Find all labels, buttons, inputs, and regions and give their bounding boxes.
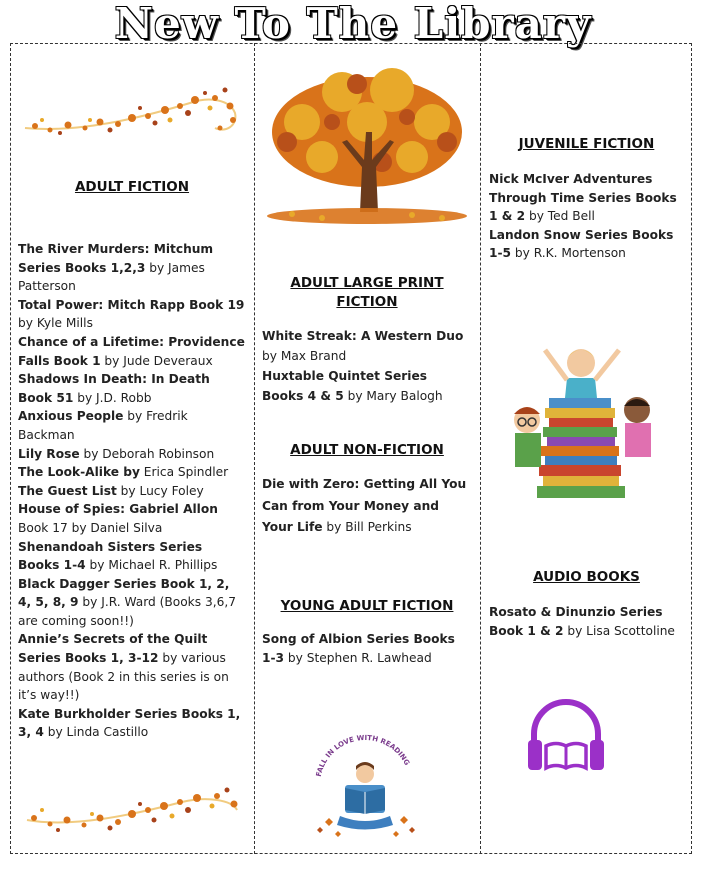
autumn-leaves-swirl-bottom bbox=[22, 780, 247, 845]
book-title: Kate Burkholder Series Books 1, 3, 4 bbox=[18, 706, 241, 740]
book-title: Shadows In Death: In Death Book 51 bbox=[18, 372, 210, 405]
young-adult-list bbox=[262, 630, 472, 667]
book-entry bbox=[262, 630, 472, 667]
book-entry bbox=[18, 445, 246, 464]
juvenile-heading: JUVENILE FICTION bbox=[518, 136, 655, 152]
book-title: Anxious People bbox=[18, 409, 124, 424]
book-title: White Streak: A Western Duo bbox=[262, 329, 464, 343]
juvenile-list bbox=[489, 170, 684, 263]
book-title: The River Murders: Mitchum Series Books 1,2,3 bbox=[18, 242, 214, 275]
book-author: by Stephen R. Lawhead bbox=[284, 650, 432, 665]
book-entry bbox=[262, 474, 472, 539]
adult-large-print-list bbox=[262, 326, 472, 406]
adult-nonfiction-heading: ADULT NON-FICTION bbox=[290, 442, 444, 458]
book-entry bbox=[18, 333, 246, 370]
book-author: by Lucy Foley bbox=[116, 483, 204, 498]
book-author: Book 17 by Daniel Silva bbox=[18, 520, 163, 535]
column-divider-left bbox=[254, 43, 255, 854]
adult-large-print-section bbox=[262, 274, 472, 406]
adult-fiction-heading: ADULT FICTION bbox=[74, 179, 190, 195]
adult-nonfiction-list bbox=[262, 474, 472, 539]
reading-kid-image bbox=[305, 730, 425, 842]
young-adult-section bbox=[262, 597, 472, 667]
book-author: by Lisa Scottoline bbox=[563, 623, 675, 638]
audio-section bbox=[489, 568, 684, 640]
audio-list bbox=[489, 603, 684, 640]
book-author: by R.K. Mortenson bbox=[511, 246, 626, 261]
book-author: by Ted Bell bbox=[525, 209, 595, 224]
book-title: Rosato & Dinunzio Series Book 1 & 2 bbox=[489, 605, 663, 638]
book-title: Total Power: Mitch Rapp Book 19 bbox=[18, 297, 245, 312]
book-author: by Deborah Robinson bbox=[79, 446, 215, 461]
young-adult-heading: YOUNG ADULT FICTION bbox=[280, 598, 454, 614]
book-title: Song of Albion Series Books 1-3 bbox=[262, 632, 455, 665]
page-title: New To The Library bbox=[114, 0, 592, 48]
book-entry bbox=[18, 482, 246, 501]
book-entry bbox=[18, 575, 246, 631]
book-author: by Kyle Mills bbox=[18, 316, 93, 331]
adult-large-print-heading: ADULT LARGE PRINT FICTION bbox=[290, 275, 444, 310]
book-entry bbox=[489, 170, 684, 226]
book-title: Shenandoah Sisters Series Books 1-4 bbox=[18, 539, 203, 573]
book-entry bbox=[489, 603, 684, 640]
book-entry bbox=[18, 500, 246, 537]
kids-on-books-image bbox=[497, 338, 667, 510]
headphones-book-icon bbox=[526, 696, 606, 776]
book-title: Landon Snow Series Books 1-5 bbox=[489, 227, 674, 261]
book-author: by Jude Deveraux bbox=[100, 353, 213, 368]
book-entry bbox=[18, 630, 246, 704]
book-entry bbox=[18, 705, 246, 742]
autumn-tree-image bbox=[262, 62, 472, 230]
book-entry bbox=[18, 538, 246, 575]
book-entry bbox=[18, 240, 246, 296]
book-author: by J.D. Robb bbox=[73, 390, 152, 405]
book-title: Die with Zero: Getting All You Can from Your Money and Your Life bbox=[262, 477, 467, 534]
book-entry bbox=[262, 326, 472, 366]
book-title: Black Dagger Series Book 1, 2, 4, 5, 8, 9 bbox=[18, 576, 230, 610]
book-title: Annie’s Secrets of the Quilt Series Books 1, 3-12 bbox=[18, 632, 208, 666]
book-author: by J.R. Ward (Books 3,6,7 are coming soon!!) bbox=[18, 595, 236, 628]
fall-reading-badge: FALL IN LOVE WITH READING bbox=[314, 733, 412, 778]
book-author: by Michael R. Phillips bbox=[85, 558, 218, 573]
column-divider-right bbox=[480, 43, 481, 854]
book-author: by James Patterson bbox=[18, 260, 205, 294]
book-entry bbox=[18, 407, 246, 444]
book-title: Chance of a Lifetime: Providence Falls Book 1 bbox=[18, 334, 245, 368]
book-entry bbox=[18, 463, 246, 482]
book-entry bbox=[262, 366, 472, 406]
book-title: Huxtable Quintet Series Books 4 & 5 bbox=[262, 369, 428, 403]
audio-heading: AUDIO BOOKS bbox=[533, 569, 640, 585]
book-title: The Look-Alike by bbox=[18, 465, 140, 480]
book-entry bbox=[489, 226, 684, 263]
juvenile-section bbox=[489, 135, 684, 263]
adult-fiction-section bbox=[18, 178, 246, 742]
autumn-leaves-swirl-top bbox=[20, 78, 245, 150]
book-author: by Bill Perkins bbox=[322, 520, 412, 534]
book-author: by various authors (Book 2 in this series is on it’s way!!) bbox=[18, 651, 229, 703]
book-title: Lily Rose bbox=[18, 446, 80, 461]
book-author: by Max Brand bbox=[262, 349, 347, 363]
adult-fiction-list bbox=[18, 240, 246, 742]
adult-nonfiction-section bbox=[262, 441, 472, 539]
book-title: House of Spies: Gabriel Allon bbox=[18, 502, 218, 517]
book-title: Nick McIver Adventures Through Time Series Books 1 & 2 bbox=[489, 172, 677, 224]
book-entry bbox=[18, 370, 246, 407]
book-title: The Guest List bbox=[18, 483, 117, 498]
book-entry bbox=[18, 296, 246, 333]
book-author: Erica Spindler bbox=[139, 465, 229, 480]
book-author: by Fredrik Backman bbox=[18, 409, 188, 442]
book-author: by Linda Castillo bbox=[43, 725, 149, 740]
book-author: by Mary Balogh bbox=[343, 389, 443, 403]
